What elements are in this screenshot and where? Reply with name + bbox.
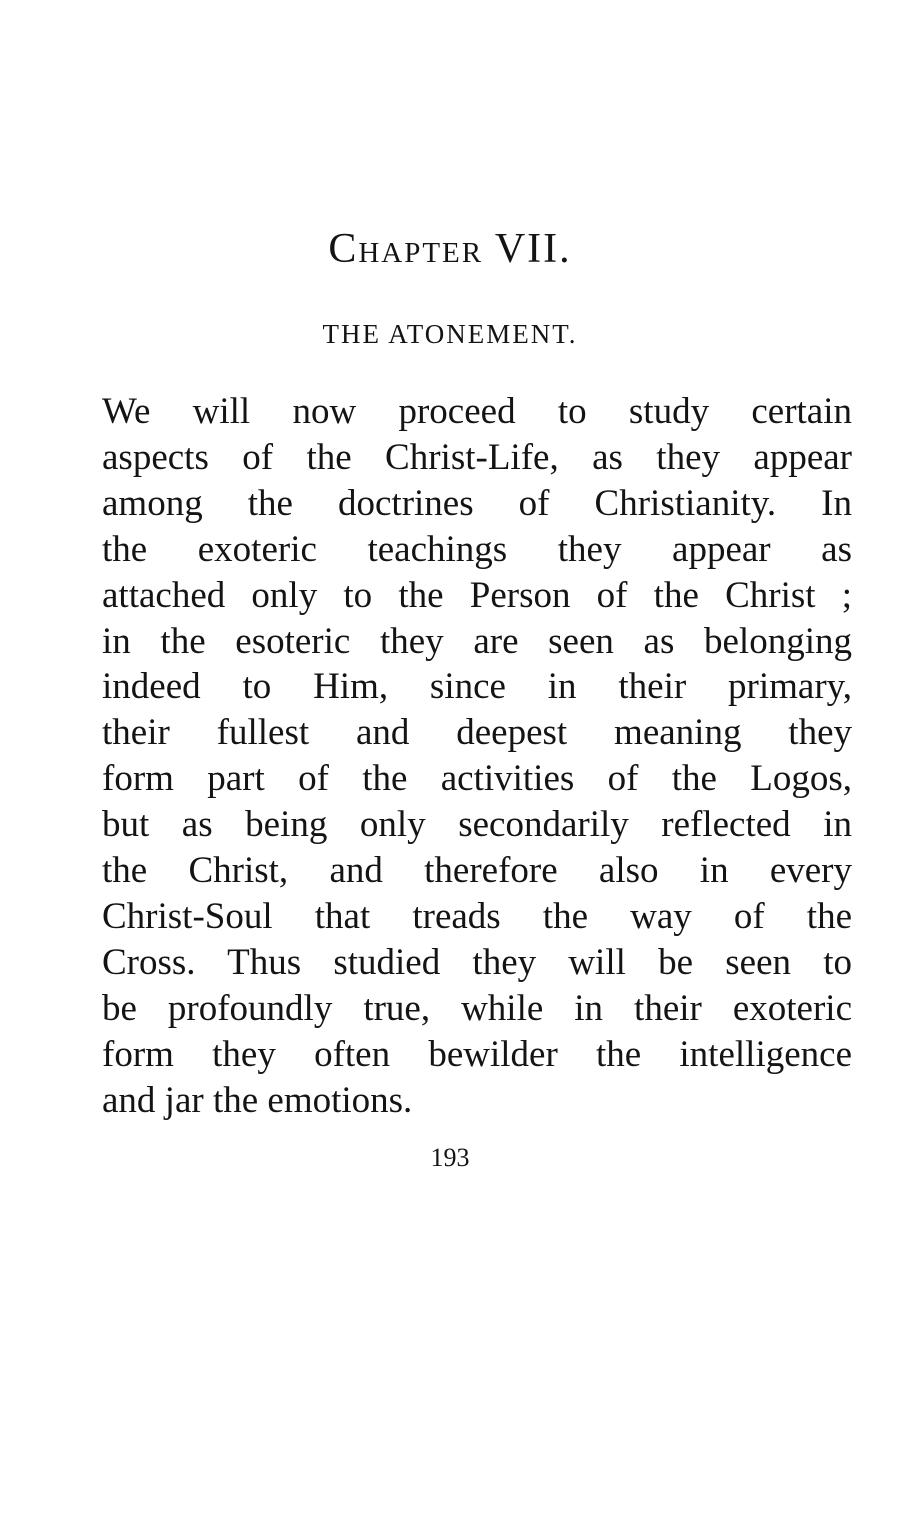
paragraph-line: their fullest and deepest meaning they [102, 712, 852, 754]
paragraph-line: indeed to Him, since in their primary, [102, 666, 852, 708]
paragraph-line: attached only to the Person of the Christ ; [102, 574, 852, 616]
paragraph-line: among the doctrines of Christianity. In [102, 482, 852, 524]
page-number: 193 [430, 1143, 470, 1172]
paragraph-line: in the esoteric they are seen as belonging [102, 620, 852, 662]
paragraph-line: but as being only secondarily reflected in [102, 804, 852, 846]
chapter-heading: Chapter VII. [328, 226, 572, 272]
body-paragraph [102, 389, 852, 1124]
paragraph-line: form part of the activities of the Logos, [102, 758, 852, 800]
paragraph-line: the Christ, and therefore also in every [102, 850, 852, 892]
paragraph-line: be profoundly true, while in their exoteric [102, 987, 852, 1029]
paragraph-line: Cross. Thus studied they will be seen to [102, 941, 852, 983]
paragraph-line: the exoteric teachings they appear as [102, 528, 852, 570]
chapter-title: THE ATONEMENT. [322, 319, 578, 349]
paragraph-line: Christ-Soul that treads the way of the [102, 895, 852, 937]
paragraph-line: form they often bewilder the intelligence [102, 1033, 852, 1075]
paragraph-line: and jar the emotions. [102, 1079, 413, 1121]
paragraph-line: We will now proceed to study certain [102, 391, 852, 432]
paragraph-line: aspects of the Christ-Life, as they appear [102, 436, 852, 478]
